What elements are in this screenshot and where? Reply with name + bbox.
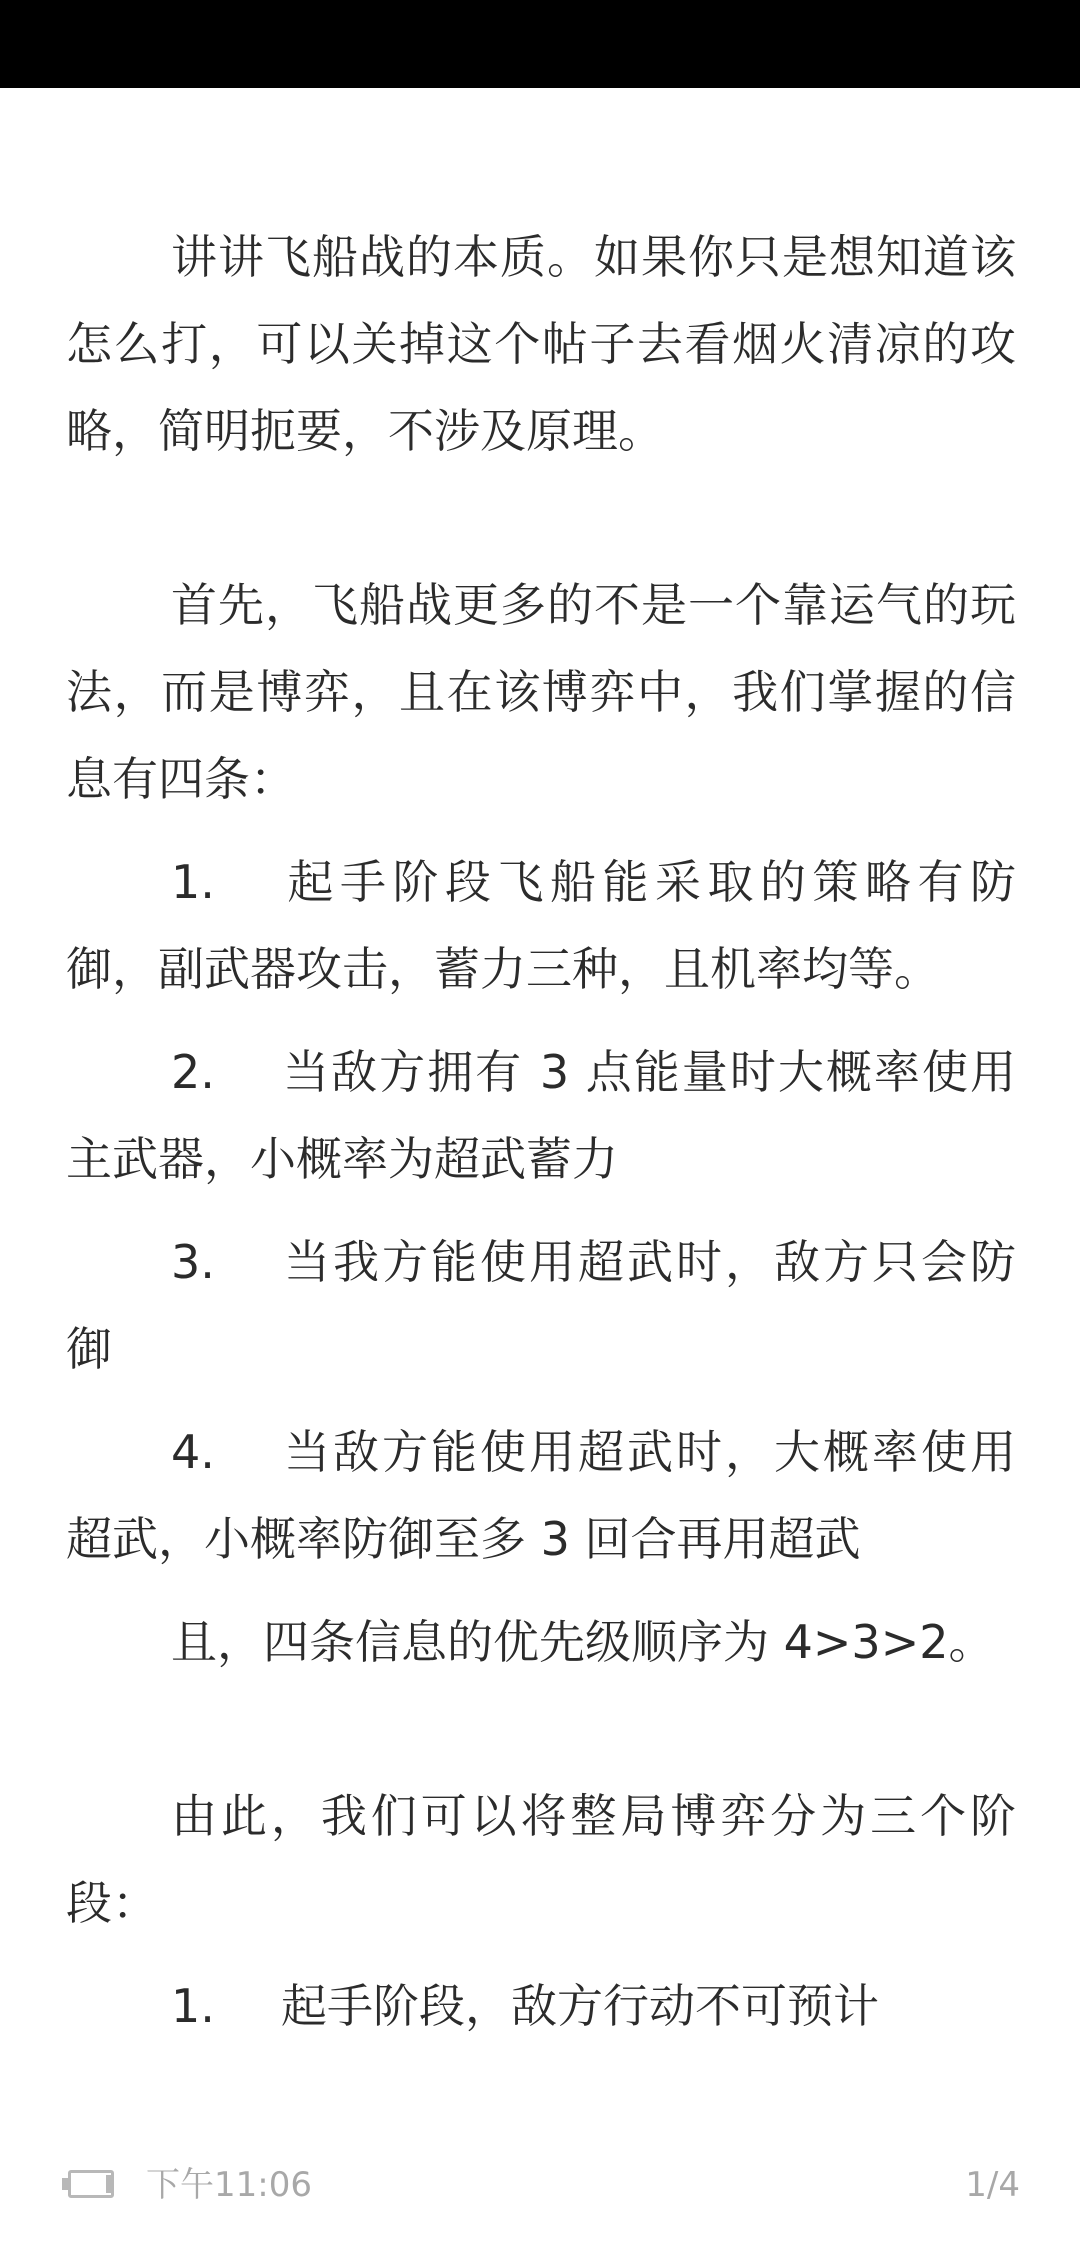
info-item-number: 2. (171, 1045, 215, 1099)
info-item-1 (66, 839, 1016, 1013)
battery-icon (62, 2170, 118, 2198)
stage-item-1 (66, 1963, 1016, 2050)
info-item-text: 当敌方拥有 3 点能量时大概率使用主武器，小概率为超武蓄力 (66, 1045, 1016, 1186)
info-item-text: 当敌方能使用超武时，大概率使用超武，小概率防御至多 3 回合再用超武 (66, 1425, 1016, 1566)
info-item-text: 当我方能使用超武时，敌方只会防御 (66, 1235, 1016, 1376)
info-item-number: 4. (171, 1425, 215, 1479)
paragraph-priority: 且，四条信息的优先级顺序为 4>3>2。 (171, 1615, 995, 1669)
top-status-bar (0, 0, 1080, 88)
page-indicator: 1/4 (965, 2165, 1020, 2205)
info-item-number: 1. (171, 855, 215, 909)
clock-time: 下午11:06 (146, 2165, 312, 2205)
info-item-4 (66, 1409, 1016, 1583)
stage-item-text: 起手阶段，敌方行动不可预计 (281, 1979, 879, 2033)
stage-item-number: 1. (171, 1979, 215, 2033)
reader-footer (62, 2160, 1020, 2210)
info-item-number: 3. (171, 1235, 215, 1289)
info-item-text: 起手阶段飞船能采取的策略有防御，副武器攻击，蓄力三种，且机率均等。 (66, 855, 1016, 996)
paragraph-info-intro: 首先，飞船战更多的不是一个靠运气的玩法，而是博弈，且在该博弈中，我们掌握的信息有四条： (66, 578, 1016, 806)
paragraph-stages-intro: 由此，我们可以将整局博弈分为三个阶段： (66, 1789, 1016, 1930)
info-item-2 (66, 1029, 1016, 1203)
reader-content (66, 214, 1016, 2050)
paragraph-intro: 讲讲飞船战的本质。如果你只是想知道该怎么打，可以关掉这个帖子去看烟火清凉的攻略，简明扼要，不涉及原理。 (66, 230, 1016, 458)
info-item-3 (66, 1219, 1016, 1393)
